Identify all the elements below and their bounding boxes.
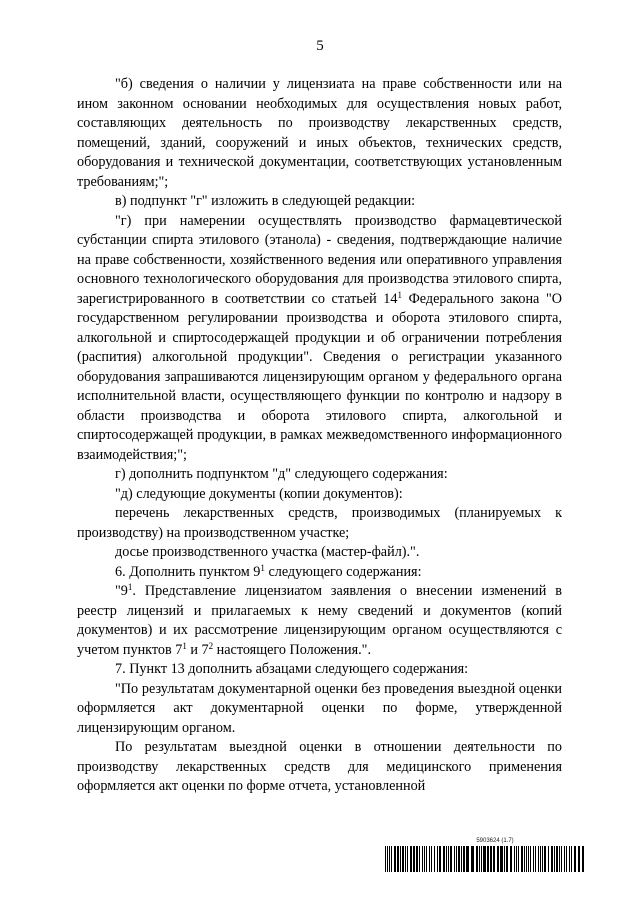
page-number: 5: [316, 38, 324, 54]
paragraph: "г) при намерении осуществлять производство фармацевтической субстанции спирта этилового (этанола) - сведения, подтверждающие наличие на праве собственности, хозяйственного ведения или оперативного управления основного технологического оборудования для производства этилового спирта, зарегистрированного в соответствии со статьей $14^1$ Федерального закона "О государственном регулировании производства и оборота этилового спирта, алкогольной и спиртосодержащей продукции и об ограничении потребления (распития) алкогольной продукции". Сведения о регистрации указанного оборудования запрашиваются лицензирующим органом у федерального органа исполнительной власти, осуществляющего функции по контролю и надзору в области производства и оборота этилового спирта, алкогольной и спиртосодержащей продукции, в рамках межведомственного информационного взаимодействия;";: [77, 212, 562, 463]
paragraph: досье производственного участка (мастер-файл).".: [115, 544, 420, 560]
paragraph: "По результатам документарной оценки без проведения выездной оценки оформляется акт документарной оценки по форме, утвержденной лицензирующим органом.: [77, 680, 562, 736]
paragraph: По результатам выездной оценки в отношении деятельности по производству лекарственных средств для медицинского применения оформляется акт оценки по форме отчета, установленной: [77, 739, 562, 794]
paragraph: в) подпункт "г" изложить в следующей редакции:: [115, 193, 416, 209]
barcode-block: [385, 838, 585, 872]
barcode-code: 5903624 (1.7): [476, 838, 514, 844]
paragraph: перечень лекарственных средств, производимых (планируемых к производству) на производственном участке;: [77, 505, 562, 541]
barcode-image: [385, 846, 585, 872]
document-body: [77, 75, 562, 797]
paragraph: "$9^1$. Представление лицензиатом заявления о внесении изменений в реестр лицензий и прилагаемых к нему сведений и документов (копий документов) и их рассмотрение лицензирующим органом осуществляются с учетом пунктов $7^1$ и $7^2$ настоящего Положения.".: [77, 582, 562, 658]
paragraph: 7. Пункт 13 дополнить абзацами следующего содержания:: [115, 661, 469, 677]
paragraph: 6. Дополнить пунктом $9^1$ следующего содержания:: [115, 562, 422, 580]
paragraph: "б) сведения о наличии у лицензиата на праве собственности или на ином законном основании необходимых для осуществления новых работ, составляющих деятельность по производству лекарственных средств, помещений, зданий, сооружений и иных объектов, технических средств, оборудования и технической документации, соответствующих установленным требованиям;";: [77, 76, 562, 190]
paragraph: г) дополнить подпунктом "д" следующего содержания:: [115, 466, 448, 482]
paragraph: "д) следующие документы (копии документов):: [115, 485, 403, 502]
